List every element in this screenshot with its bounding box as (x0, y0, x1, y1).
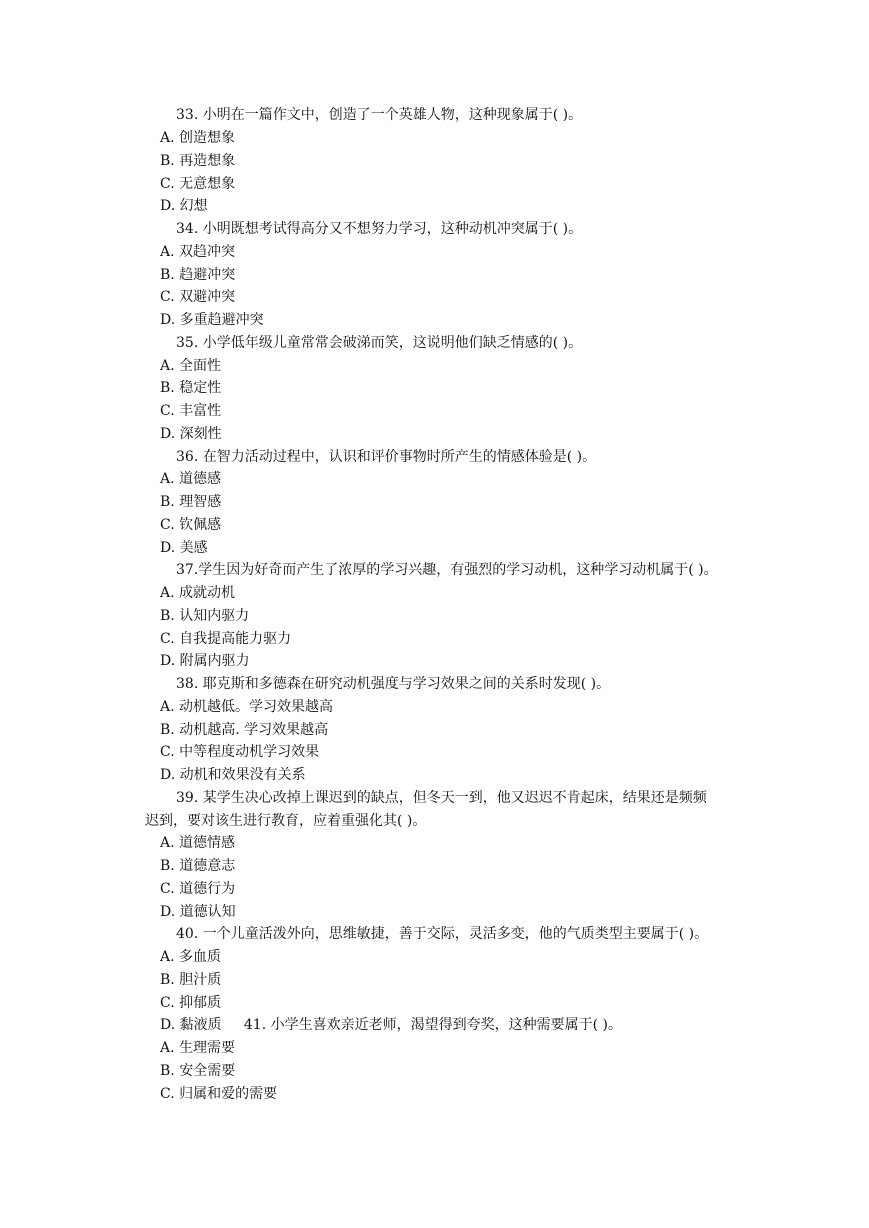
option-35-c: C. 丰富性 (160, 403, 222, 419)
question-38: 38. 耶克斯和多德森在研究动机强度与学习效果之间的关系时发现( )。 (176, 676, 611, 692)
option-41-a: A. 生理需要 (160, 1040, 236, 1056)
option-38-c: C. 中等程度动机学习效果 (160, 744, 320, 760)
question-33: 33. 小明在一篇作文中，创造了一个英雄人物，这种现象属于( )。 (176, 107, 583, 123)
option-41-b: B. 安全需要 (160, 1063, 236, 1079)
question-39-continued: 迟到，要对该生进行教育，应着重强化其( )。 (145, 813, 427, 829)
question-35: 35. 小学低年级儿童常常会破涕而笑，这说明他们缺乏情感的( )。 (176, 335, 583, 351)
option-34-d: D. 多重趋避冲突 (160, 312, 264, 328)
question-36: 36. 在智力活动过程中，认识和评价事物时所产生的情感体验是( )。 (176, 449, 597, 465)
option-39-b: B. 道德意志 (160, 858, 236, 874)
option-40-b: B. 胆汁质 (160, 972, 222, 988)
option-35-d: D. 深刻性 (160, 426, 222, 442)
option-40-d-and-question-41: D. 黏液质 41. 小学生喜欢亲近老师，渴望得到夸奖，这种需要属于( )。 (160, 1017, 622, 1033)
option-37-a: A. 成就动机 (160, 585, 236, 601)
option-39-c: C. 道德行为 (160, 881, 236, 897)
option-36-a: A. 道德感 (160, 471, 222, 487)
option-36-b: B. 理智感 (160, 494, 222, 510)
option-40-a: A. 多血质 (160, 949, 222, 965)
option-34-b: B. 趋避冲突 (160, 267, 236, 283)
option-39-d: D. 道德认知 (160, 904, 236, 920)
question-40: 40. 一个儿童活泼外向，思维敏捷，善于交际，灵活多变，他的气质类型主要属于( )。 (176, 926, 709, 942)
option-36-d: D. 美感 (160, 540, 208, 556)
option-34-a: A. 双趋冲突 (160, 244, 236, 260)
option-33-d: D. 幻想 (160, 198, 208, 214)
option-37-b: B. 认知内驱力 (160, 608, 250, 624)
question-37: 37.学生因为好奇而产生了浓厚的学习兴趣，有强烈的学习动机，这种学习动机属于( )。 (176, 562, 718, 578)
option-37-d: D. 附属内驱力 (160, 653, 250, 669)
option-37-c: C. 自我提高能力驱力 (160, 631, 292, 647)
option-38-b: B. 动机越高. 学习效果越高 (160, 722, 329, 738)
option-39-a: A. 道德情感 (160, 835, 236, 851)
question-39: 39. 某学生决心改掉上课迟到的缺点，但冬天一到，他又迟迟不肯起床，结果还是频频 (176, 790, 707, 806)
option-33-b: B. 再造想象 (160, 153, 236, 169)
option-35-b: B. 稳定性 (160, 380, 222, 396)
option-35-a: A. 全面性 (160, 358, 222, 374)
option-34-c: C. 双避冲突 (160, 289, 236, 305)
option-33-a: A. 创造想象 (160, 130, 236, 146)
option-40-c: C. 抑郁质 (160, 995, 222, 1011)
option-41-c: C. 归属和爱的需要 (160, 1086, 278, 1102)
option-38-a: A. 动机越低。学习效果越高 (160, 699, 334, 715)
option-36-c: C. 钦佩感 (160, 517, 222, 533)
question-34: 34. 小明既想考试得高分又不想努力学习，这种动机冲突属于( )。 (176, 221, 583, 237)
option-33-c: C. 无意想象 (160, 176, 236, 192)
option-38-d: D. 动机和效果没有关系 (160, 767, 306, 783)
